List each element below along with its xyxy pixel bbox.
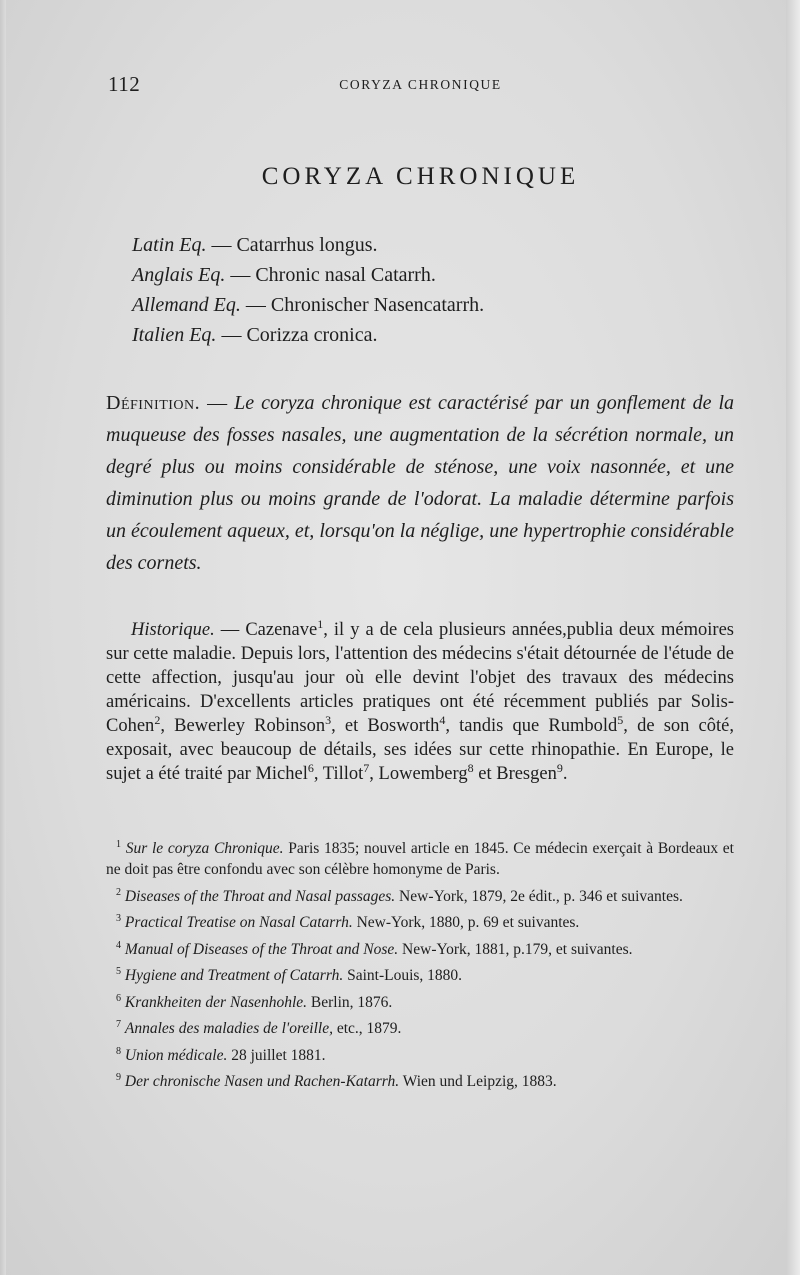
- footnote-number: 1: [116, 838, 122, 850]
- footnote-title: Diseases of the Throat and Nasal passages.: [124, 887, 396, 905]
- synonym-language: Latin Eq.: [132, 234, 207, 256]
- definition-paragraph: [106, 387, 734, 579]
- synonym-language: Italien Eq.: [132, 324, 217, 346]
- definition-dash: —: [200, 392, 235, 414]
- footnote-number: 5: [116, 965, 122, 977]
- footnote-number: 9: [116, 1071, 122, 1083]
- footnote-title: Hygiene and Treatment of Catarrh.: [124, 967, 344, 984]
- footnote: [106, 886, 734, 907]
- footnote-text: New-York, 1879, 2e édit., p. 346 et suivantes.: [395, 887, 683, 905]
- synonym-term: Chronischer Nasencatarrh.: [270, 294, 485, 316]
- footnote-text: etc., 1879.: [332, 1020, 402, 1037]
- running-title: CORYZA CHRONIQUE: [339, 77, 502, 92]
- footnote-number: 8: [116, 1045, 122, 1057]
- historique-text: , et Bosworth: [331, 715, 440, 736]
- footnote-text: Saint-Louis, 1880.: [343, 967, 463, 984]
- synonym-dash: —: [225, 264, 256, 286]
- footnote-title: Krankheiten der Nasenhohle.: [124, 993, 308, 1011]
- historique-text: , Tillot: [313, 763, 364, 784]
- historique-text: , de son côté, exposait, avec beaucoup de détails, ses idées sur cette rhinopathie. En Europe, le sujet a été traité par Michel: [106, 715, 734, 784]
- footnote-number: 4: [116, 939, 122, 951]
- footnote-text: Wien und Leipzig, 1883.: [399, 1073, 557, 1090]
- synonym-list: [132, 230, 732, 350]
- footnote-ref: 1: [317, 616, 324, 631]
- footnote-title: Manual of Diseases of the Throat and Nose.: [124, 940, 399, 958]
- footnote-ref: 4: [439, 712, 446, 727]
- definition-text: Le coryza chronique est caractérisé par un gonflement de la muqueuse des fosses nasales, une augmentation de la sécrétion normale, un degré plus ou moins considérable de sténose, une voix nasonnée, et une diminution plus ou moins grande de l'odorat. La maladie détermine parfois un écoulement aqueux, et, lorsqu'on la néglige, une hypertrophie considérable des cornets.: [106, 392, 734, 574]
- synonym-english: [132, 260, 732, 290]
- footnote-title: Practical Treatise on Nasal Catarrh.: [124, 914, 353, 931]
- footnote-text: Paris 1835; nouvel article en 1845. Ce médecin exerçait à Bordeaux et ne doit pas être confondu avec son célèbre homonyme de Paris.: [106, 840, 734, 878]
- historique-heading: Historique.: [131, 619, 215, 640]
- footnote-ref: 3: [325, 712, 332, 727]
- footnote-title: Annales des maladies de l'oreille,: [124, 1020, 333, 1037]
- footnotes: [106, 838, 734, 1098]
- historique-text: , Lowemberg: [369, 763, 468, 784]
- synonym-dash: —: [216, 324, 247, 346]
- synonym-german: [132, 290, 732, 320]
- footnote-ref: 5: [617, 712, 624, 727]
- footnote-text: New-York, 1881, p.179, et suivantes.: [398, 940, 633, 958]
- synonym-term: Catarrhus longus.: [236, 234, 378, 256]
- footnote-title: Sur le coryza Chronique.: [125, 840, 284, 857]
- footnote-text: 28 juillet 1881.: [227, 1046, 326, 1064]
- footnote: [106, 939, 734, 960]
- synonym-language: Allemand Eq.: [132, 294, 241, 316]
- synonym-dash: —: [240, 294, 271, 316]
- synonym-language: Anglais Eq.: [132, 264, 226, 286]
- footnote: [106, 965, 734, 986]
- page-left-edge: [0, 0, 6, 1275]
- footnote-number: 3: [116, 912, 122, 924]
- footnote-number: 2: [116, 886, 122, 898]
- page-number: 112: [108, 72, 141, 96]
- footnote: [106, 1071, 734, 1092]
- chapter-title: CORYZA CHRONIQUE: [261, 163, 580, 190]
- footnote-number: 7: [116, 1018, 122, 1030]
- synonym-dash: —: [206, 234, 237, 256]
- footnote: [106, 1045, 734, 1066]
- synonym-italian: [132, 320, 732, 350]
- page-right-edge: [786, 0, 800, 1275]
- footnote: [106, 838, 734, 880]
- synonym-term: Chronic nasal Catarrh.: [255, 264, 436, 286]
- footnote-number: 6: [116, 992, 122, 1004]
- historique-text: , Bewerley Robinson: [160, 715, 326, 736]
- historique-text: , il y a de cela plusieurs années,publia deux mémoires sur cette maladie. Depuis lors, l'attention des médecins s'était détournée de l'étude de cette affection, jusqu'au jour où elle devint l'objet des travaux des médecins américains. D'excellents articles pratiques ont été récemment publiés par Solis-Cohen: [106, 619, 734, 736]
- footnote-ref: 7: [363, 760, 370, 775]
- footnote: [106, 1018, 734, 1039]
- historique-text: — Cazenave: [214, 619, 318, 640]
- synonym-term: Corizza cronica.: [246, 324, 378, 346]
- footnote-title: Union médicale.: [124, 1046, 228, 1064]
- historique-text: .: [562, 763, 568, 784]
- footnote: [106, 992, 734, 1013]
- footnote-ref: 9: [556, 760, 563, 775]
- footnote: [106, 912, 734, 933]
- running-head: [108, 72, 733, 98]
- footnote-ref: 6: [307, 760, 314, 775]
- definition-heading: Définition.: [106, 392, 201, 414]
- synonym-latin: [132, 230, 732, 260]
- historique-paragraph: [106, 618, 734, 786]
- footnote-ref: 8: [467, 760, 474, 775]
- footnote-text: Berlin, 1876.: [307, 993, 393, 1011]
- historique-text: et Bresgen: [473, 763, 557, 784]
- footnote-title: Der chronische Nasen und Rachen-Katarrh.: [124, 1073, 400, 1090]
- historique-text: , tandis que Rumbold: [445, 715, 618, 736]
- footnote-ref: 2: [154, 712, 161, 727]
- footnote-text: New-York, 1880, p. 69 et suivantes.: [352, 914, 580, 931]
